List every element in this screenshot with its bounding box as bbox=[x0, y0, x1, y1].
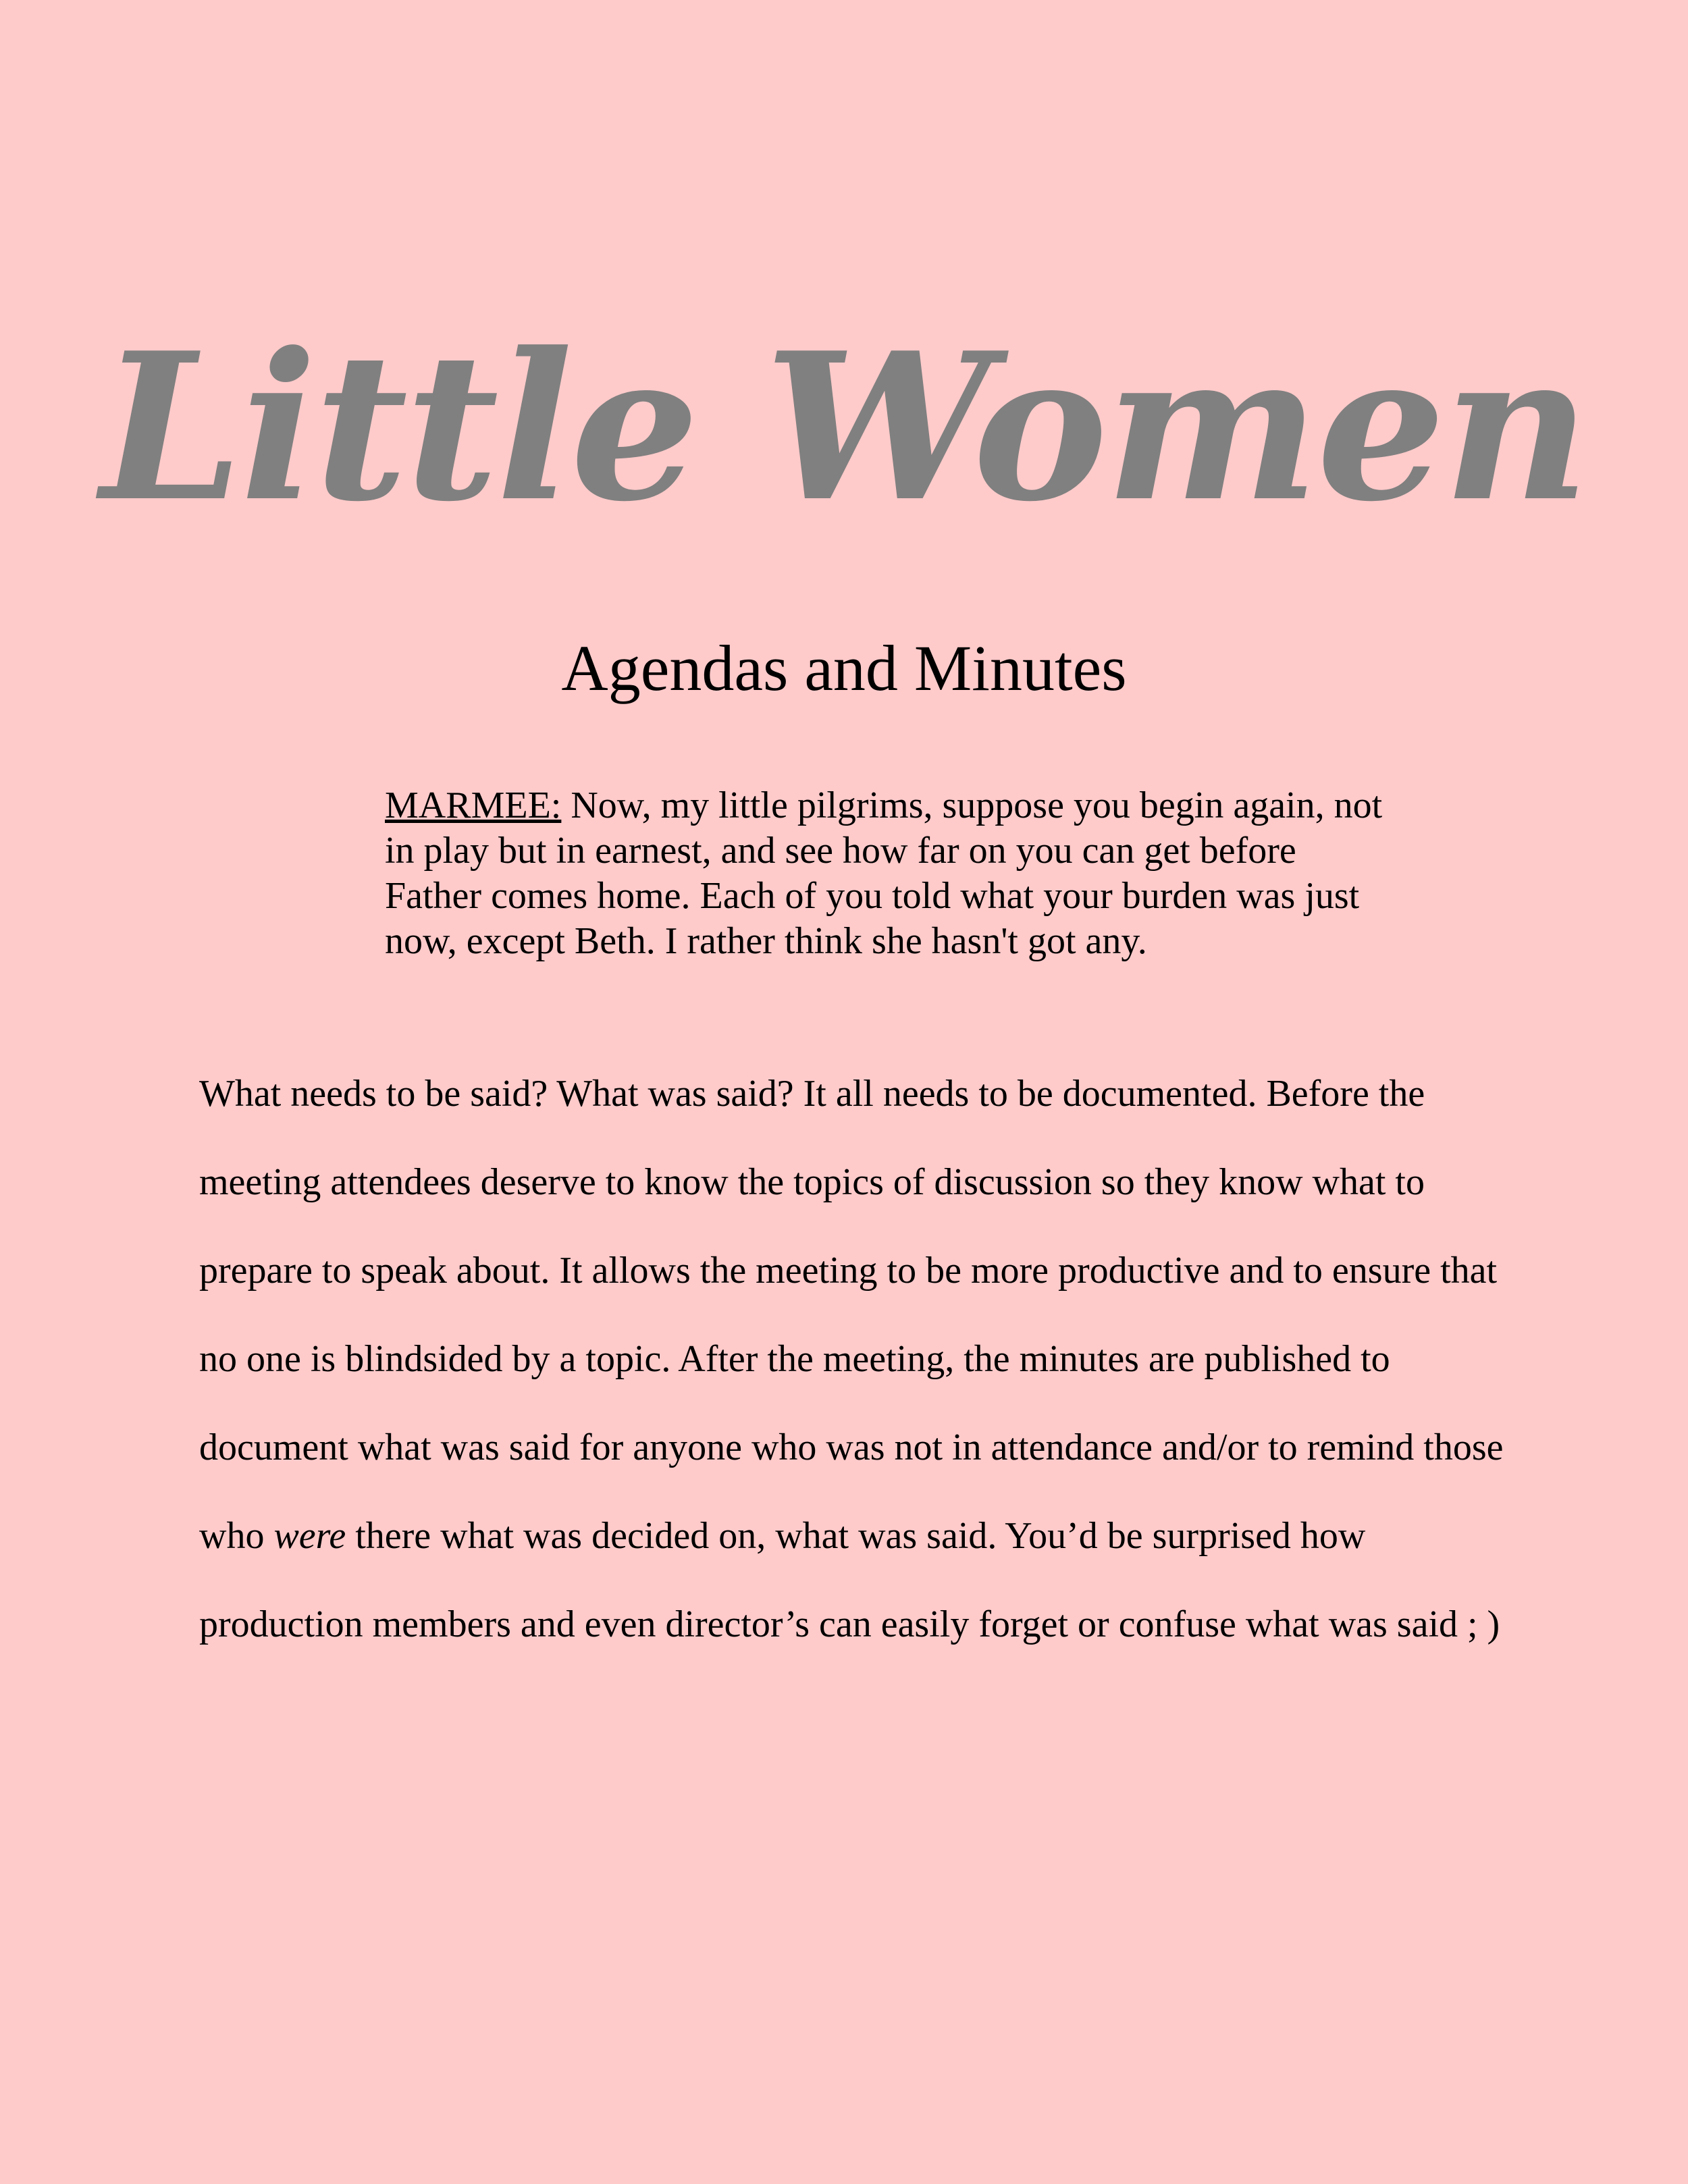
body-text-part1: What needs to be said? What was said? It all needs to be documented. Before the meeting attendees deserve to know the topics of discussion so they know what to prepare to speak about. It allows the meeting to be more productive and to ensure that no one is blindsided by a topic. After the meeting, the minutes are published to document what was said for anyone who was not in attendance and/or to remind those who bbox=[199, 1073, 1504, 1557]
body-emphasis: were bbox=[273, 1515, 346, 1557]
quote-block bbox=[385, 783, 1384, 964]
document-subtitle: Agendas and Minutes bbox=[561, 632, 1127, 704]
document-title: Little Women bbox=[100, 308, 1588, 546]
quote-speaker: MARMEE: bbox=[385, 784, 562, 826]
body-paragraph bbox=[199, 1050, 1509, 1669]
body-text-part2: there what was decided on, what was said. You’d be surprised how production members and even director’s can easily forget or confuse what was said ; ) bbox=[199, 1515, 1500, 1645]
quote-text: Now, my little pilgrims, suppose you begin again, not in play but in earnest, and see how far on you can get before Father comes home. Each of you told what your burden was just now, except Beth. I rather think she hasn't got any. bbox=[385, 784, 1383, 962]
